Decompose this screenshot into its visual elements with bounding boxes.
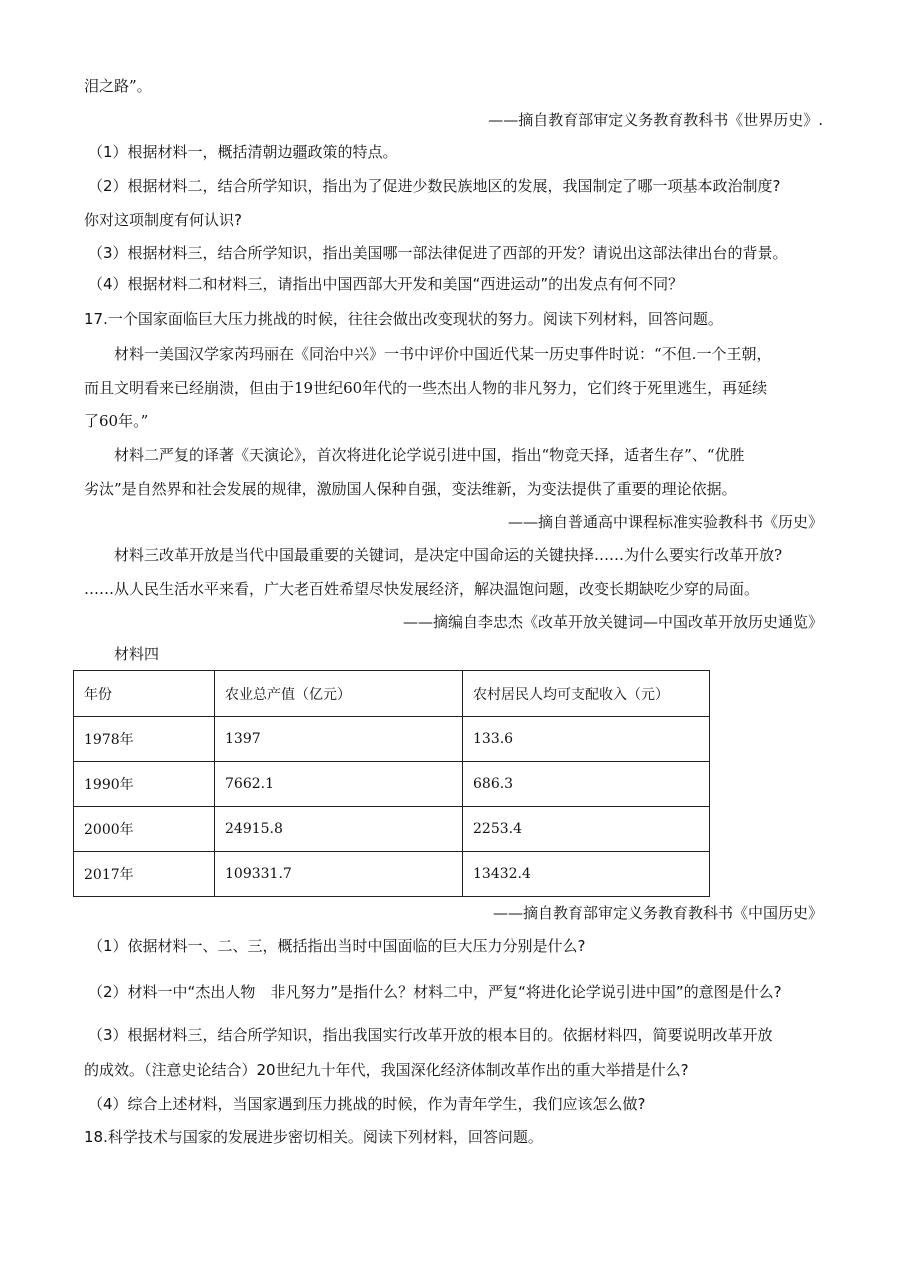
- question-18-stem: 18.科学技术与国家的发展进步密切相关。阅读下列材料，回答问题。: [84, 1128, 543, 1146]
- table-cell: 133.6: [463, 717, 710, 762]
- table-row: [74, 852, 710, 897]
- table-cell: 2000年: [74, 807, 215, 852]
- question-17-2: （2）材料一中“杰出人物 非凡努力”是指什么？材料二中，严复“将进化论学说引进中国”的意图是什么?: [88, 983, 782, 1001]
- table-row: [74, 717, 710, 762]
- table-source: ——摘自教育部审定义务教育教科书《中国历史》: [492, 904, 823, 922]
- table-header-cell: 农村居民人均可支配收入（元）: [463, 671, 710, 717]
- material-3-cont: ……从人民生活水平来看，广大老百姓希望尽快发展经济，解决温饱问题，改变长期缺吃少穿的局面。: [84, 580, 760, 598]
- source-citation: ——摘自教育部审定义务教育教科书《世界历史》.: [488, 111, 823, 129]
- question-16-2-cont: 你对这项制度有何认识?: [84, 211, 242, 229]
- material-4-label: 材料四: [114, 645, 160, 663]
- table-cell: 13432.4: [463, 852, 710, 897]
- table-cell: 2017年: [74, 852, 215, 897]
- table-cell: 686.3: [463, 762, 710, 807]
- question-16-3: （3）根据材料三，结合所学知识，指出美国哪一部法律促进了西部的开发？请说出这部法律出台的背景。: [88, 244, 788, 262]
- continued-text: 泪之路”。: [84, 77, 152, 95]
- question-16-2: （2）根据材料二，结合所学知识，指出为了促进少数民族地区的发展，我国制定了哪一项基本政治制度?: [88, 177, 781, 195]
- material-2-source: ——摘自普通高中课程标准实验教科书《历史》: [507, 513, 823, 531]
- table-cell: 1397: [215, 717, 463, 762]
- table-cell: 1978年: [74, 717, 215, 762]
- table-row: [74, 762, 710, 807]
- material-3: 材料三改革开放是当代中国最重要的关键词，是决定中国命运的关键抉择……为什么要实行改革开放?: [114, 546, 783, 564]
- table-cell: 7662.1: [215, 762, 463, 807]
- table-header-row: [74, 671, 710, 717]
- material-1-end: 了60年。”: [84, 412, 149, 430]
- question-17-4: （4）综合上述材料，当国家遇到压力挑战的时候，作为青年学生，我们应该怎么做?: [88, 1095, 646, 1113]
- material-2-cont: 劣汰”是自然界和社会发展的规律，激励国人保种自强，变法维新，为变法提供了重要的理论依据。: [84, 480, 737, 498]
- material-1: 材料一美国汉学家芮玛丽在《同治中兴》一书中评价中国近代某一历史事件时说：“不但.一个王朝，: [114, 345, 772, 363]
- question-17-3: （3）根据材料三，结合所学知识，指出我国实行改革开放的根本目的。依据材料四，简要说明改革开放: [88, 1026, 773, 1044]
- table-cell: 24915.8: [215, 807, 463, 852]
- question-17-stem: 17.一个国家面临巨大压力挑战的时候，往往会做出改变现状的努力。阅读下列材料，回答问题。: [84, 310, 723, 328]
- table-row: [74, 807, 710, 852]
- table-header-cell: 年份: [74, 671, 215, 717]
- question-17-3-cont: 的成效。（注意史论结合）20世纪九十年代，我国深化经济体制改革作出的重大举措是什么?: [84, 1061, 689, 1079]
- question-16-4: （4）根据材料二和材料三，请指出中国西部大开发和美国“西进运动”的出发点有何不同？: [88, 275, 684, 293]
- material-3-source: ——摘编自李忠杰《改革开放关键词—中国改革开放历史通览》: [402, 613, 823, 631]
- question-16-1: （1）根据材料一，概括清朝边疆政策的特点。: [88, 143, 398, 161]
- material-2: 材料二严复的译著《天演论》，首次将进化论学说引进中国，指出“物竞天择，适者生存”、“优胜: [114, 446, 745, 464]
- table-cell: 1990年: [74, 762, 215, 807]
- table-cell: 2253.4: [463, 807, 710, 852]
- data-table: [73, 670, 710, 897]
- material-1-cont: 而且文明看来已经崩溃，但由于19世纪60年代的一些杰出人物的非凡努力，它们终于死里逃生，再延续: [84, 379, 768, 397]
- question-17-1: （1）依据材料一、二、三，概括指出当时中国面临的巨大压力分别是什么?: [88, 937, 586, 955]
- table-cell: 109331.7: [215, 852, 463, 897]
- table-header-cell: 农业总产值（亿元）: [215, 671, 463, 717]
